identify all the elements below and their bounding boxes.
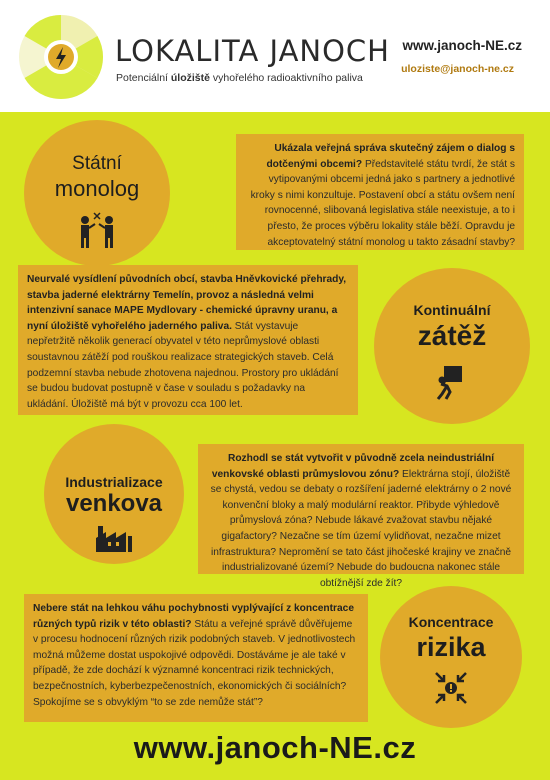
section-heading-small: Koncentrace — [408, 614, 494, 630]
converging-arrows-warning-icon — [433, 670, 469, 706]
section-circle-koncentrace-rizika — [380, 586, 522, 728]
website-link[interactable]: www.janoch-NE.cz — [402, 38, 522, 53]
section-text-statni-monolog: Ukázala veřejná správa skutečný zájem o dialog s dotčenými obcemi? Představitelé státu tvrdí, že stát s vytipovanými obcemi jedná jako s partnery a jednotlivé kroky s nimi konzultuje. Postavení obcí a státu ovšem není rovnocenné, slibovaná legislativa stále neexistuje, a to i přesto, že proces výběru lokality stále běží. Opravdu je akceptovatelný státní monolog u takto zásadní stavby? — [236, 134, 524, 250]
section-circle-kontinualni-zatez — [374, 268, 530, 424]
section-heading-big: venkova — [65, 490, 163, 517]
section-heading-big: rizika — [416, 632, 486, 662]
section-circle-statni-monolog — [24, 120, 170, 266]
section-heading-big: monolog — [54, 176, 140, 201]
section-heading-big: zátěž — [417, 320, 487, 351]
page-header — [0, 0, 550, 112]
arguing-people-icon — [74, 210, 120, 250]
section-heading-small: Kontinuální — [413, 302, 491, 318]
section-circle-industrializace-venkova — [44, 424, 184, 564]
section-heading-small: Industrializace — [65, 474, 163, 490]
email-link[interactable]: uloziste@janoch-ne.cz — [401, 63, 514, 75]
person-carrying-burden-icon — [432, 364, 472, 400]
page-subtitle: Potenciální úložiště vyhořelého radioaktivního paliva — [116, 72, 363, 84]
section-text-koncentrace-rizika: Nebere stát na lehkou váhu pochybnosti vyplývající z koncentrace různých typů rizik v této oblasti? Státu a veřejné správě důvěřujeme v procesu hodnocení různých rizik podobných staveb. V jednotlivostech možná můžeme dostat uspokojivé odpovědi. Dostáváme je ale také v případě, že zde dochází k významné koncentraci rizik technických, bezpečnostních, kyberbezpečenostních, ekonomických či sociálních? Spokojíme se s obvyklým “to se zde nemůže stát”? — [24, 594, 368, 722]
section-text-kontinualni-zatez: Neurvalé vysídlení původních obcí, stavba Hněvkovické přehrady, stavba jaderné elektrárny Temelín, provoz a následná velmi intenzivní sanace MAPE Mydlovary - chemické úpravny uranu, a nyní úložiště vyhořelého jaderného paliva. Stát vystavuje nepřetržitě několik generací obyvatel v této neprůmyslové oblasti soustavnou zátěží pod rouškou realizace strategických staveb. Celá podzemní stavba nebude zhotovena najednou. Prostory pro ukládání se budou budovat postupně v čase v souladu s požadavky na ukládání. Úložiště má být v provozu cca 100 let. — [18, 265, 358, 415]
section-text-industrializace-venkova: Rozhodl se stát vytvořit v původně zcela neindustriální venkovské oblasti průmyslovou zónu? Elektrárna stojí, úložiště se chystá, vedou se debaty o rozšíření jaderné elektrárny o 2 nové konvenční bloky a malý modulární reaktor. Přibyde výhledově průmyslová zóna? Nebude lákavé zvažovat stavbu nějaké gigafactory? Nezačne se tím území vylidňovat, nezačne mizet infrastruktura? Nepromění se tato část jihočeské krajiny ve značně industrializované území? Nebude do budoucna nakonec stále obtížnější zde žít? — [198, 444, 524, 574]
page-title: LOKALITA JANOCH — [115, 34, 390, 68]
radiation-logo-icon — [18, 14, 104, 100]
factory-icon — [94, 522, 134, 552]
footer-website-link[interactable]: www.janoch-NE.cz — [133, 730, 417, 765]
section-heading-small: Státní — [72, 153, 122, 174]
